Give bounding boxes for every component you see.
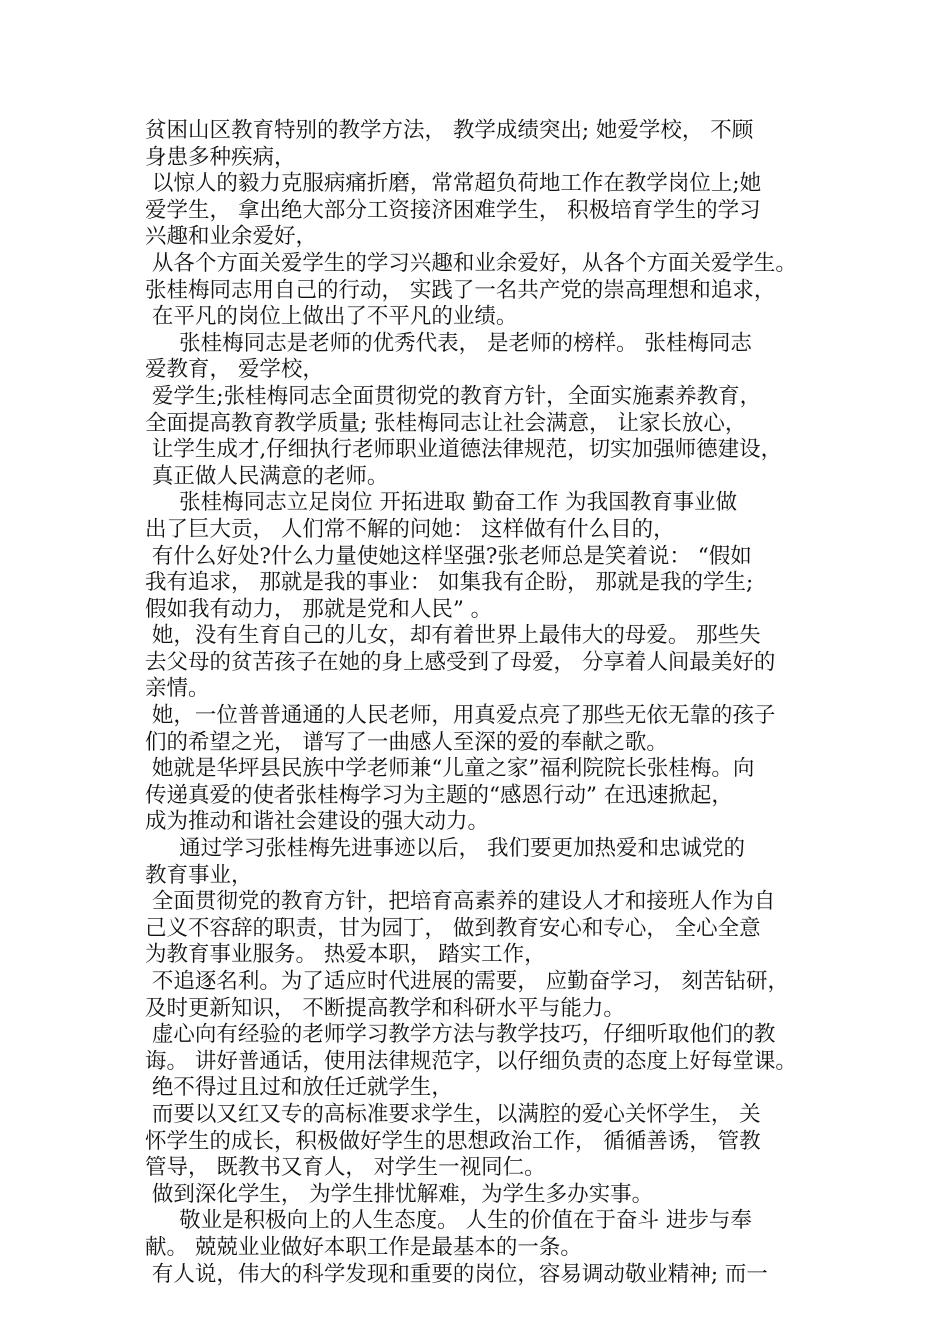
text-line: 真正做人民满意的老师。: [145, 463, 389, 489]
text-line: 管导， 既教书又育人， 对学生一视同仁。: [145, 1155, 546, 1181]
text-line: 身患多种疾病，: [145, 144, 296, 170]
text-line: 爱学生， 拿出绝大部分工资接济困难学生， 积极培育学生的学习: [145, 197, 761, 223]
text-line: 全面贯彻党的教育方针，把培育高素养的建设人才和接班人作为自: [145, 889, 776, 915]
text-line: 爱学生;张桂梅同志全面贯彻党的教育方针，全面实施素养教育，: [145, 383, 762, 409]
text-line: 传递真爱的使者张桂梅学习为主题的“感恩行动” 在迅速掀起，: [145, 782, 733, 808]
text-line: 张桂梅同志是老师的优秀代表， 是老师的榜样。 张桂梅同志: [145, 330, 752, 356]
text-line: 亲情。: [145, 676, 210, 702]
text-line: 而要以又红又专的高标准要求学生，以满腔的爱心关怀学生， 关: [145, 1101, 761, 1127]
text-line: 爱教育， 爱学校，: [145, 357, 324, 383]
text-line: 通过学习张桂梅先进事迹以后， 我们要更加热爱和忠诚党的: [145, 836, 746, 862]
text-line: 不追逐名利。为了适应时代进展的需要， 应勤奋学习， 刻苦钻研，: [145, 969, 790, 994]
text-line: 在平凡的岗位上做出了不平凡的业绩。: [145, 304, 518, 330]
text-line: 出了巨大贡， 人们常不解的问她： 这样做有什么目的，: [145, 516, 675, 542]
text-line: 做到深化学生， 为学生排忧解难，为学生多办实事。: [145, 1181, 654, 1207]
text-line: 敬业是积极向上的人生态度。 人生的价值在于奋斗 进步与奉: [145, 1208, 752, 1234]
text-line: 绝不得过且过和放任迁就学生，: [145, 1075, 453, 1101]
text-line: 从各个方面关爱学生的学习兴趣和业余爱好，从各个方面关爱学生。: [145, 250, 797, 276]
text-line: 让学生成才,仔细执行老师职业道德法律规范，切实加强师德建设，: [145, 437, 783, 463]
text-line: 有人说，伟大的科学发现和重要的岗位，容易调动敬业精神; 而一: [145, 1261, 768, 1287]
text-line: 她，没有生育自己的儿女，却有着世界上最伟大的母爱。 那些失: [145, 623, 761, 649]
text-line: 她就是华坪县民族中学老师兼“儿童之家”福利院院长张桂梅。向: [145, 756, 755, 782]
text-line: 有什么好处?什么力量使她这样坚强?张老师总是笑着说： “假如: [145, 543, 752, 569]
text-line: 以惊人的毅力克服病痛折磨，常常超负荷地工作在教学岗位上;她: [145, 171, 762, 197]
text-line: 们的希望之光， 谱写了一曲感人至深的爱的奉献之歌。: [145, 729, 668, 755]
text-line: 诲。 讲好普通话，使用法律规范字，以仔细负责的态度上好每堂课。: [145, 1048, 797, 1074]
text-line: 我有追求， 那就是我的事业： 如集我有企盼， 那就是我的学生;: [145, 570, 754, 596]
text-line: 献。 兢兢业业做好本职工作是最基本的一条。: [145, 1234, 582, 1260]
text-line: 成为推动和谐社会建设的强大动力。: [145, 809, 490, 835]
text-line: 张桂梅同志用自己的行动， 实践了一名共产党的崇高理想和追求，: [145, 277, 776, 303]
text-line: 兴趣和业余爱好，: [145, 224, 318, 250]
text-line: 假如我有动力， 那就是党和人民” 。: [145, 596, 493, 622]
text-line: 怀学生的成长，积极做好学生的思想政治工作， 循循善诱， 管教: [145, 1128, 761, 1154]
text-line: 及时更新知识， 不断提高教学和科研水平与能力。: [145, 995, 625, 1021]
article-body: [145, 118, 835, 1288]
text-line: 教育事业，: [145, 862, 253, 888]
text-line: 为教育事业服务。 热爱本职， 踏实工作，: [145, 942, 546, 968]
text-line: 贫困山区教育特别的教学方法， 教学成绩突出; 她爱学校， 不顾: [145, 118, 754, 143]
text-line: 去父母的贫苦孩子在她的身上感受到了母爱， 分享着人间最美好的: [145, 649, 776, 675]
text-line: 全面提高教育教学质量; 张桂梅同志让社会满意， 让家长放心，: [145, 410, 747, 436]
text-line: 她，一位普普通通的人民老师，用真爱点亮了那些无依无靠的孩子: [145, 703, 776, 729]
text-line: 虚心向有经验的老师学习教学方法与教学技巧，仔细听取他们的教: [145, 1022, 776, 1048]
text-line: 张桂梅同志立足岗位 开拓进取 勤奋工作 为我国教育事业做: [145, 490, 738, 516]
text-line: 己义不容辞的职责，甘为园丁， 做到教育安心和专心， 全心全意: [145, 915, 761, 941]
